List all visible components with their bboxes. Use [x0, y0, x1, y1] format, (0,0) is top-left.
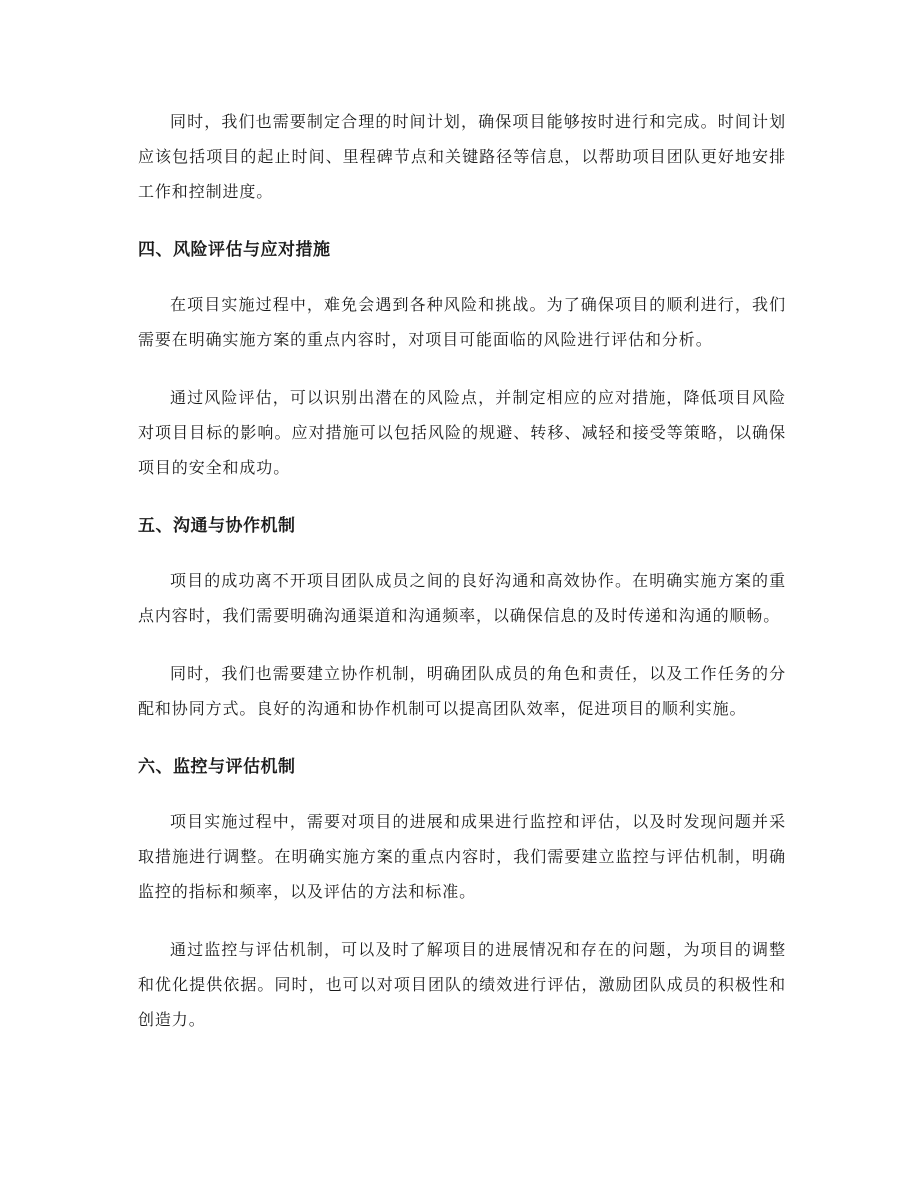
paragraph-monitoring-1: 项目实施过程中，需要对项目的进展和成果进行监控和评估，以及时发现问题并采取措施进行调整。在明确实施方案的重点内容时，我们需要建立监控与评估机制，明确监控的指标和频率，以及评估的方法和标准。 — [138, 812, 786, 901]
document-page — [138, 104, 786, 1060]
paragraph-communication-2: 同时，我们也需要建立协作机制，明确团队成员的角色和责任，以及工作任务的分配和协同方式。良好的沟通和协作机制可以提高团队效率，促进项目的顺利实施。 — [138, 664, 786, 718]
paragraph-risk-2: 通过风险评估，可以识别出潜在的风险点，并制定相应的应对措施，降低项目风险对项目目标的影响。应对措施可以包括风险的规避、转移、减轻和接受等策略，以确保项目的安全和成功。 — [138, 388, 786, 477]
paragraph-communication-1: 项目的成功离不开项目团队成员之间的良好沟通和高效协作。在明确实施方案的重点内容时，我们需要明确沟通渠道和沟通频率，以确保信息的及时传递和沟通的顺畅。 — [138, 571, 786, 625]
paragraph-monitoring-2: 通过监控与评估机制，可以及时了解项目的进展情况和存在的问题，为项目的调整和优化提供依据。同时，也可以对项目团队的绩效进行评估，激励团队成员的积极性和创造力。 — [138, 940, 786, 1029]
section-heading-monitoring: 六、监控与评估机制 — [138, 757, 296, 777]
section-heading-communication: 五、沟通与协作机制 — [138, 516, 296, 536]
paragraph-intro: 同时，我们也需要制定合理的时间计划，确保项目能够按时进行和完成。时间计划应该包括项目的起止时间、里程碑节点和关键路径等信息，以帮助项目团队更好地安排工作和控制进度。 — [138, 112, 786, 201]
section-heading-risk: 四、风险评估与应对措施 — [138, 240, 331, 260]
paragraph-risk-1: 在项目实施过程中，难免会遇到各种风险和挑战。为了确保项目的顺利进行，我们需要在明确实施方案的重点内容时，对项目可能面临的风险进行评估和分析。 — [138, 295, 786, 349]
